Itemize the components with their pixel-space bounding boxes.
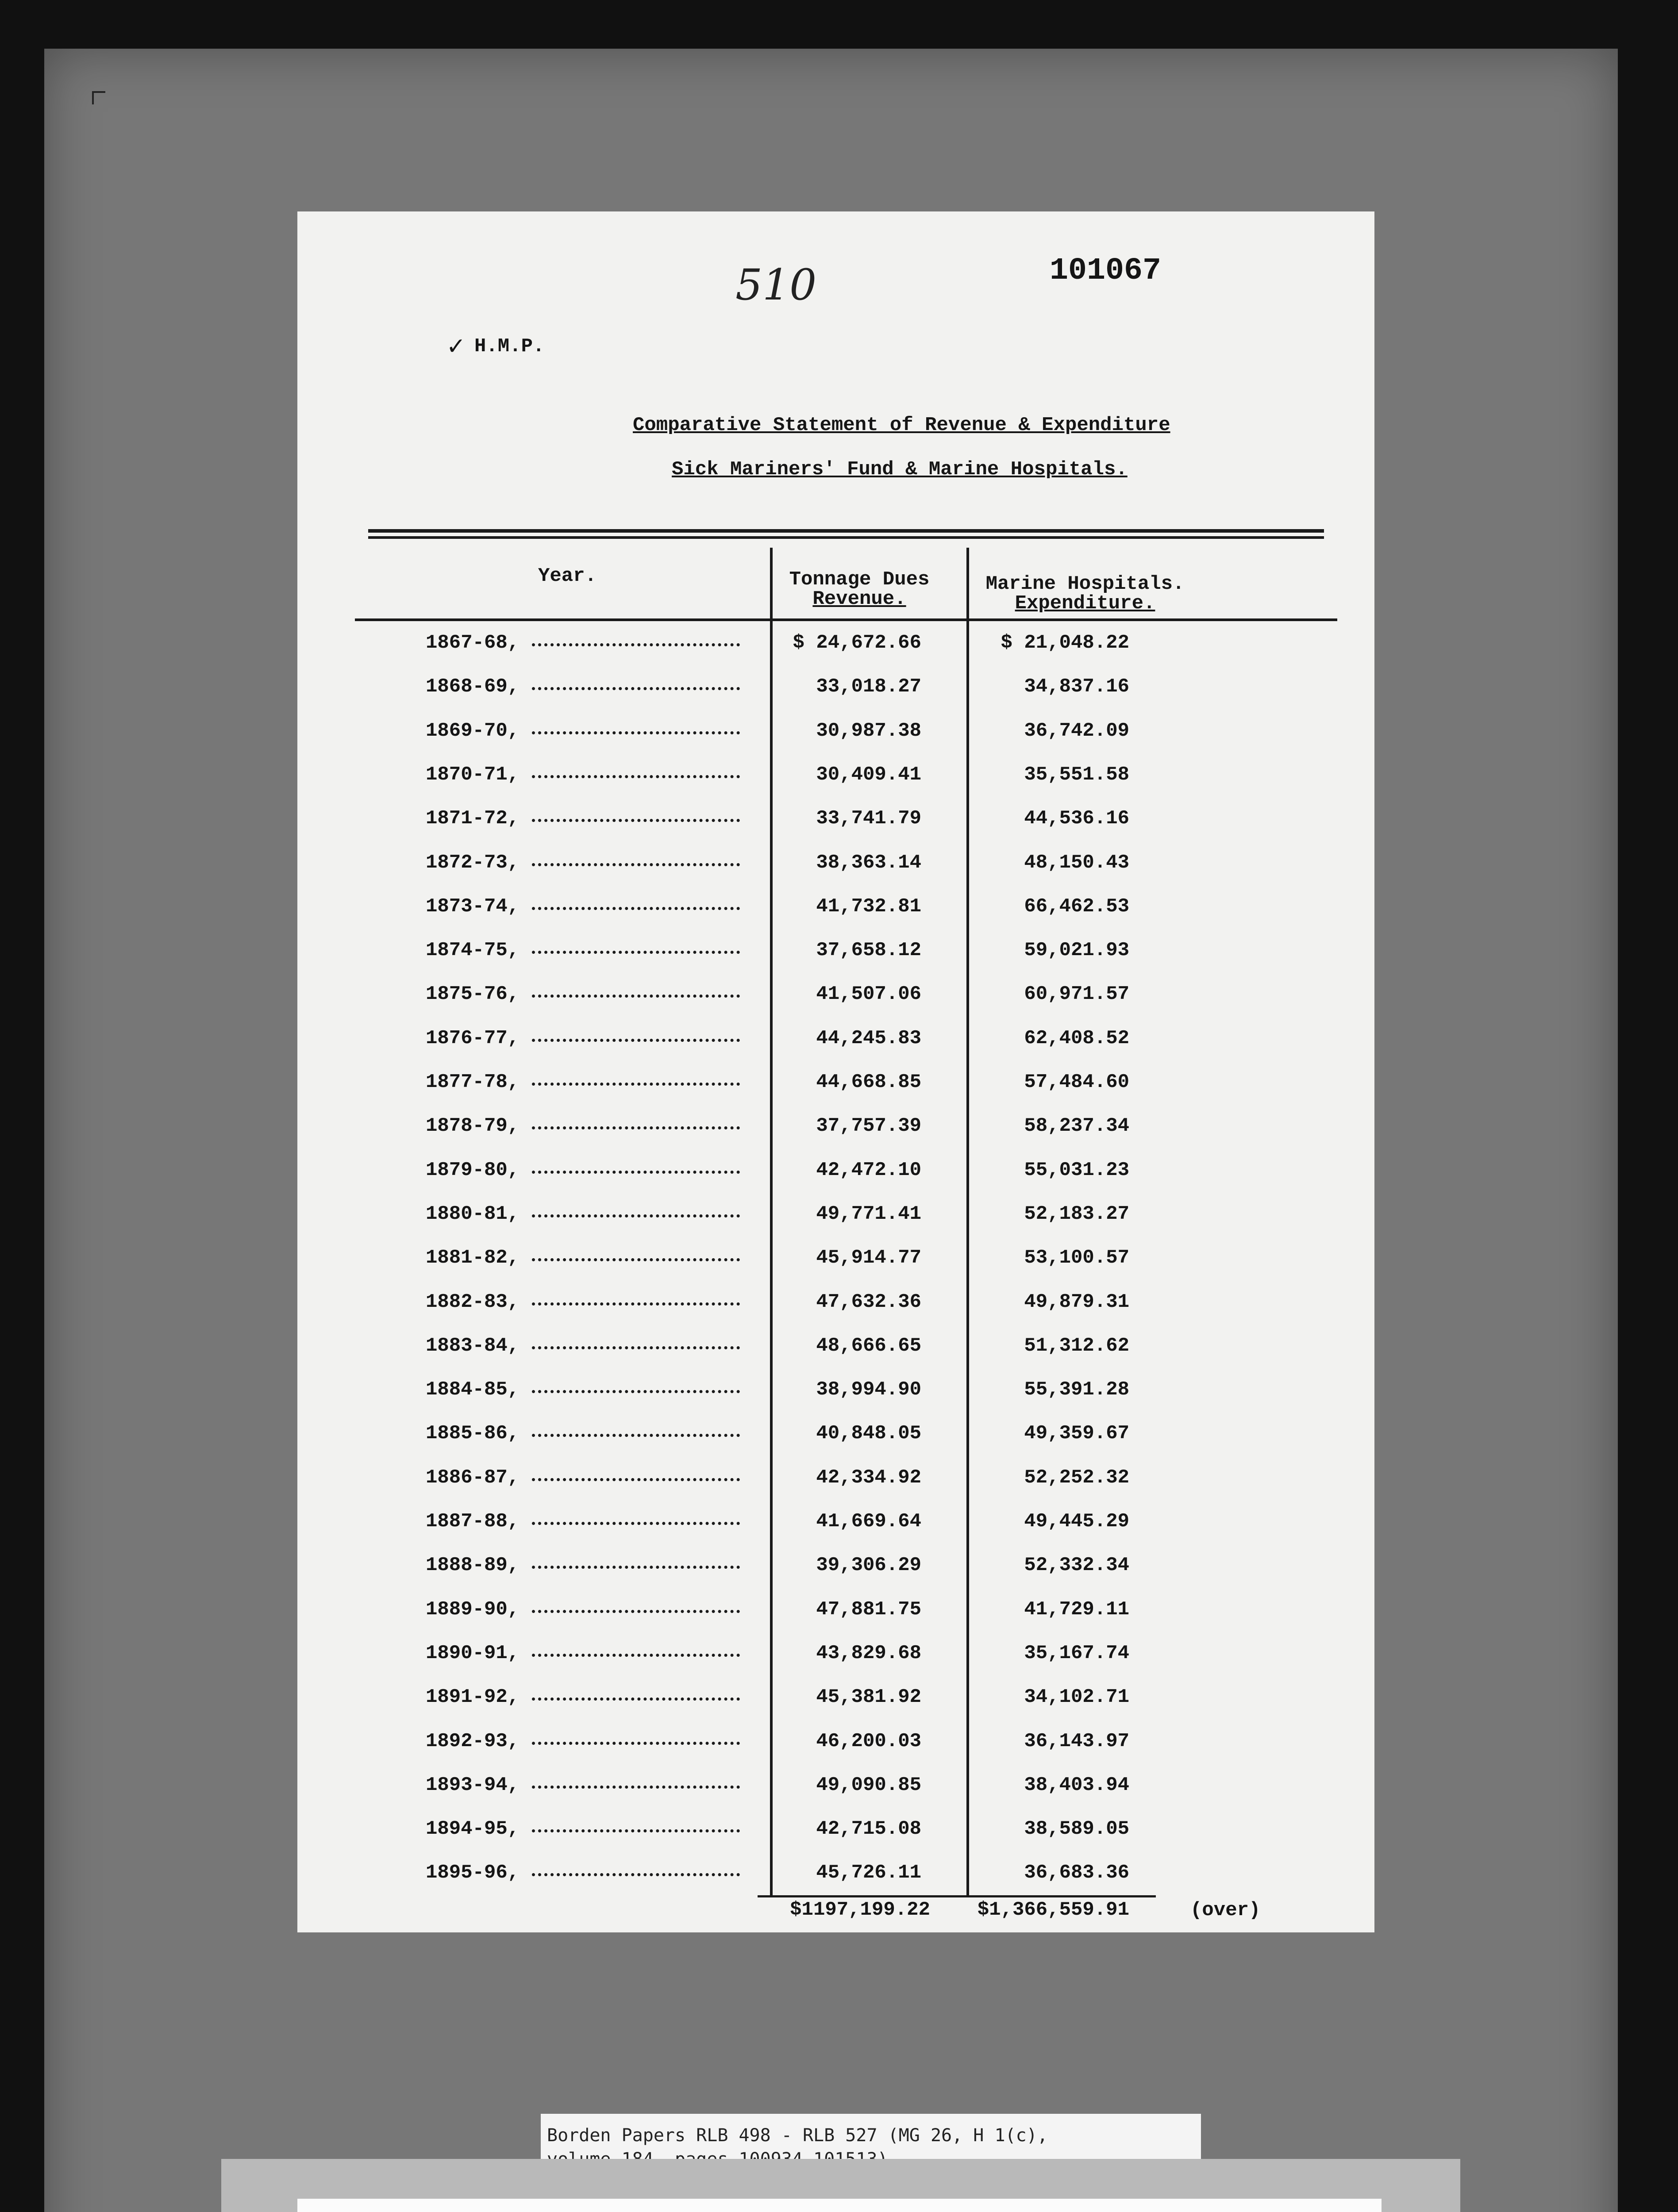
table-cell-revenue: 41,507.06 bbox=[816, 983, 921, 1005]
table-cell-revenue: 42,334.92 bbox=[816, 1467, 921, 1489]
dot-leader bbox=[532, 1283, 740, 1306]
table-cell-expenditure: 60,971.57 bbox=[1024, 983, 1129, 1005]
table-cell-expenditure: 34,837.16 bbox=[1024, 676, 1129, 698]
dot-leader bbox=[532, 799, 740, 822]
column-header-revenue-line1: Tonnage Dues bbox=[789, 568, 930, 591]
dot-leader bbox=[532, 1634, 740, 1657]
dot-leader bbox=[532, 1678, 740, 1701]
table-row-year: 1879-80, bbox=[426, 1159, 520, 1181]
table-cell-expenditure: 52,183.27 bbox=[1024, 1203, 1129, 1225]
total-expenditure: $1,366,559.91 bbox=[977, 1899, 1129, 1921]
dot-leader bbox=[532, 1371, 740, 1393]
table-cell-expenditure: 35,167.74 bbox=[1024, 1642, 1129, 1664]
dot-leader bbox=[532, 1151, 740, 1174]
table-row-year: 1876-77, bbox=[426, 1027, 520, 1049]
dot-leader bbox=[532, 1722, 740, 1745]
table-cell-expenditure: 48,150.43 bbox=[1024, 852, 1129, 874]
table-row-year: 1888-89, bbox=[426, 1554, 520, 1576]
dot-leader bbox=[532, 1502, 740, 1525]
table-cell-revenue: 42,715.08 bbox=[816, 1818, 921, 1840]
table-row-year: 1885-86, bbox=[426, 1422, 520, 1444]
table-cell-revenue: 45,381.92 bbox=[816, 1686, 921, 1708]
dot-leader bbox=[532, 712, 740, 734]
table-cell-revenue: 49,771.41 bbox=[816, 1203, 921, 1225]
dot-leader bbox=[532, 1766, 740, 1789]
table-cell-expenditure: 34,102.71 bbox=[1024, 1686, 1129, 1708]
dot-leader bbox=[532, 1546, 740, 1569]
document-subtitle: Sick Mariners' Fund & Marine Hospitals. bbox=[672, 458, 1128, 480]
dot-leader bbox=[532, 668, 740, 690]
dot-leader bbox=[532, 1019, 740, 1042]
table-row-year: 1895-96, bbox=[426, 1862, 520, 1884]
handwritten-page-number: 510 bbox=[735, 260, 817, 310]
initials: H.M.P. bbox=[474, 335, 545, 357]
table-cell-expenditure: 62,408.52 bbox=[1024, 1027, 1129, 1049]
document-number: 101067 bbox=[1050, 253, 1162, 288]
table-cell-revenue: 30,987.38 bbox=[816, 720, 921, 742]
dot-leader bbox=[532, 756, 740, 778]
table-cell-revenue: 33,018.27 bbox=[816, 676, 921, 698]
table-cell-revenue: 38,363.14 bbox=[816, 852, 921, 874]
table-row-year: 1868-69, bbox=[426, 676, 520, 698]
check-mark-icon: ✓ bbox=[448, 333, 464, 363]
dot-leader bbox=[532, 844, 740, 866]
dot-leader bbox=[532, 1063, 740, 1086]
dot-leader bbox=[532, 975, 740, 998]
document-page bbox=[297, 211, 1374, 1932]
table-row-year: 1883-84, bbox=[426, 1335, 520, 1357]
table-row-year: 1873-74, bbox=[426, 895, 520, 918]
table-cell-revenue: 37,757.39 bbox=[816, 1115, 921, 1137]
table-cell-revenue: 40,848.05 bbox=[816, 1422, 921, 1444]
table-row-year: 1870-71, bbox=[426, 764, 520, 786]
table-row-year: 1887-88, bbox=[426, 1510, 520, 1532]
dot-leader bbox=[532, 1459, 740, 1481]
corner-mark bbox=[92, 91, 105, 104]
table-cell-revenue: 39,306.29 bbox=[816, 1554, 921, 1576]
dot-leader bbox=[532, 1590, 740, 1613]
table-row-year: 1884-85, bbox=[426, 1379, 520, 1401]
dot-leader bbox=[532, 1327, 740, 1349]
table-cell-expenditure: 49,445.29 bbox=[1024, 1510, 1129, 1532]
table-cell-expenditure: 41,729.11 bbox=[1024, 1598, 1129, 1621]
dot-leader bbox=[532, 1810, 740, 1832]
column-header-revenue-line2: Revenue. bbox=[812, 588, 906, 610]
table-cell-revenue: 44,245.83 bbox=[816, 1027, 921, 1049]
table-row-year: 1867-68, bbox=[426, 632, 520, 654]
column-header-expenditure-line2: Expenditure. bbox=[1015, 592, 1155, 614]
table-row-year: 1893-94, bbox=[426, 1774, 520, 1796]
table-cell-revenue: 37,658.12 bbox=[816, 939, 921, 961]
table-cell-revenue: 45,726.11 bbox=[816, 1862, 921, 1884]
table-cell-expenditure: 38,403.94 bbox=[1024, 1774, 1129, 1796]
table-cell-expenditure: 55,391.28 bbox=[1024, 1379, 1129, 1401]
dot-leader bbox=[532, 624, 740, 646]
table-cell-revenue: 47,881.75 bbox=[816, 1598, 921, 1621]
table-row-year: 1894-95, bbox=[426, 1818, 520, 1840]
table-cell-expenditure: 35,551.58 bbox=[1024, 764, 1129, 786]
table-cell-expenditure: 44,536.16 bbox=[1024, 807, 1129, 830]
table-cell-revenue: 45,914.77 bbox=[816, 1247, 921, 1269]
dot-leader bbox=[532, 1239, 740, 1261]
table-row-year: 1878-79, bbox=[426, 1115, 520, 1137]
table-cell-expenditure: 55,031.23 bbox=[1024, 1159, 1129, 1181]
table-cell-expenditure: $ 21,048.22 bbox=[1001, 632, 1129, 654]
table-cell-revenue: 42,472.10 bbox=[816, 1159, 921, 1181]
dot-leader bbox=[532, 1195, 740, 1217]
table-row-year: 1881-82, bbox=[426, 1247, 520, 1269]
table-row-year: 1869-70, bbox=[426, 720, 520, 742]
table-cell-revenue: 49,090.85 bbox=[816, 1774, 921, 1796]
table-cell-expenditure: 36,143.97 bbox=[1024, 1730, 1129, 1752]
table-cell-expenditure: 38,589.05 bbox=[1024, 1818, 1129, 1840]
dot-leader bbox=[532, 1854, 740, 1876]
table-row-year: 1890-91, bbox=[426, 1642, 520, 1664]
table-cell-revenue: 43,829.68 bbox=[816, 1642, 921, 1664]
table-cell-revenue: 48,666.65 bbox=[816, 1335, 921, 1357]
table-cell-revenue: 44,668.85 bbox=[816, 1071, 921, 1093]
table-cell-revenue: $ 24,672.66 bbox=[793, 632, 921, 654]
totals-rule bbox=[758, 1895, 1156, 1897]
table-row-year: 1874-75, bbox=[426, 939, 520, 961]
dot-leader bbox=[532, 931, 740, 954]
table-cell-revenue: 46,200.03 bbox=[816, 1730, 921, 1752]
caption-line-1: Borden Papers RLB 498 - RLB 527 (MG 26, H 1(c), bbox=[547, 2125, 1048, 2146]
table-row-year: 1877-78, bbox=[426, 1071, 520, 1093]
table-cell-expenditure: 52,332.34 bbox=[1024, 1554, 1129, 1576]
table-cell-expenditure: 49,879.31 bbox=[1024, 1291, 1129, 1313]
dot-leader bbox=[532, 1414, 740, 1437]
dot-leader bbox=[532, 887, 740, 910]
table-row-year: 1880-81, bbox=[426, 1203, 520, 1225]
table-cell-expenditure: 52,252.32 bbox=[1024, 1467, 1129, 1489]
table-row-year: 1891-92, bbox=[426, 1686, 520, 1708]
table-cell-expenditure: 66,462.53 bbox=[1024, 895, 1129, 918]
column-header-year: Year. bbox=[538, 565, 597, 587]
table-cell-revenue: 38,994.90 bbox=[816, 1379, 921, 1401]
table-cell-expenditure: 51,312.62 bbox=[1024, 1335, 1129, 1357]
table-row-year: 1882-83, bbox=[426, 1291, 520, 1313]
table-row-year: 1889-90, bbox=[426, 1598, 520, 1621]
table-cell-revenue: 47,632.36 bbox=[816, 1291, 921, 1313]
document-title: Comparative Statement of Revenue & Expenditure bbox=[633, 414, 1170, 436]
table-cell-revenue: 41,732.81 bbox=[816, 895, 921, 918]
table-cell-expenditure: 36,683.36 bbox=[1024, 1862, 1129, 1884]
table-cell-expenditure: 36,742.09 bbox=[1024, 720, 1129, 742]
table-cell-revenue: 33,741.79 bbox=[816, 807, 921, 830]
table-row-year: 1886-87, bbox=[426, 1467, 520, 1489]
table-cell-revenue: 41,669.64 bbox=[816, 1510, 921, 1532]
archives-stamp bbox=[297, 2199, 1382, 2212]
table-row-year: 1872-73, bbox=[426, 852, 520, 874]
table-row-year: 1892-93, bbox=[426, 1730, 520, 1752]
table-cell-expenditure: 58,237.34 bbox=[1024, 1115, 1129, 1137]
table-cell-expenditure: 49,359.67 bbox=[1024, 1422, 1129, 1444]
table-cell-revenue: 30,409.41 bbox=[816, 764, 921, 786]
column-header-expenditure-line1: Marine Hospitals. bbox=[985, 573, 1185, 595]
table-cell-expenditure: 57,484.60 bbox=[1024, 1071, 1129, 1093]
table-body bbox=[297, 211, 1374, 1932]
dot-leader bbox=[532, 1107, 740, 1129]
total-revenue: $1197,199.22 bbox=[790, 1899, 930, 1921]
continuation-note: (over) bbox=[1190, 1899, 1261, 1921]
table-cell-expenditure: 53,100.57 bbox=[1024, 1247, 1129, 1269]
table-row-year: 1871-72, bbox=[426, 807, 520, 830]
table-cell-expenditure: 59,021.93 bbox=[1024, 939, 1129, 961]
table-row-year: 1875-76, bbox=[426, 983, 520, 1005]
